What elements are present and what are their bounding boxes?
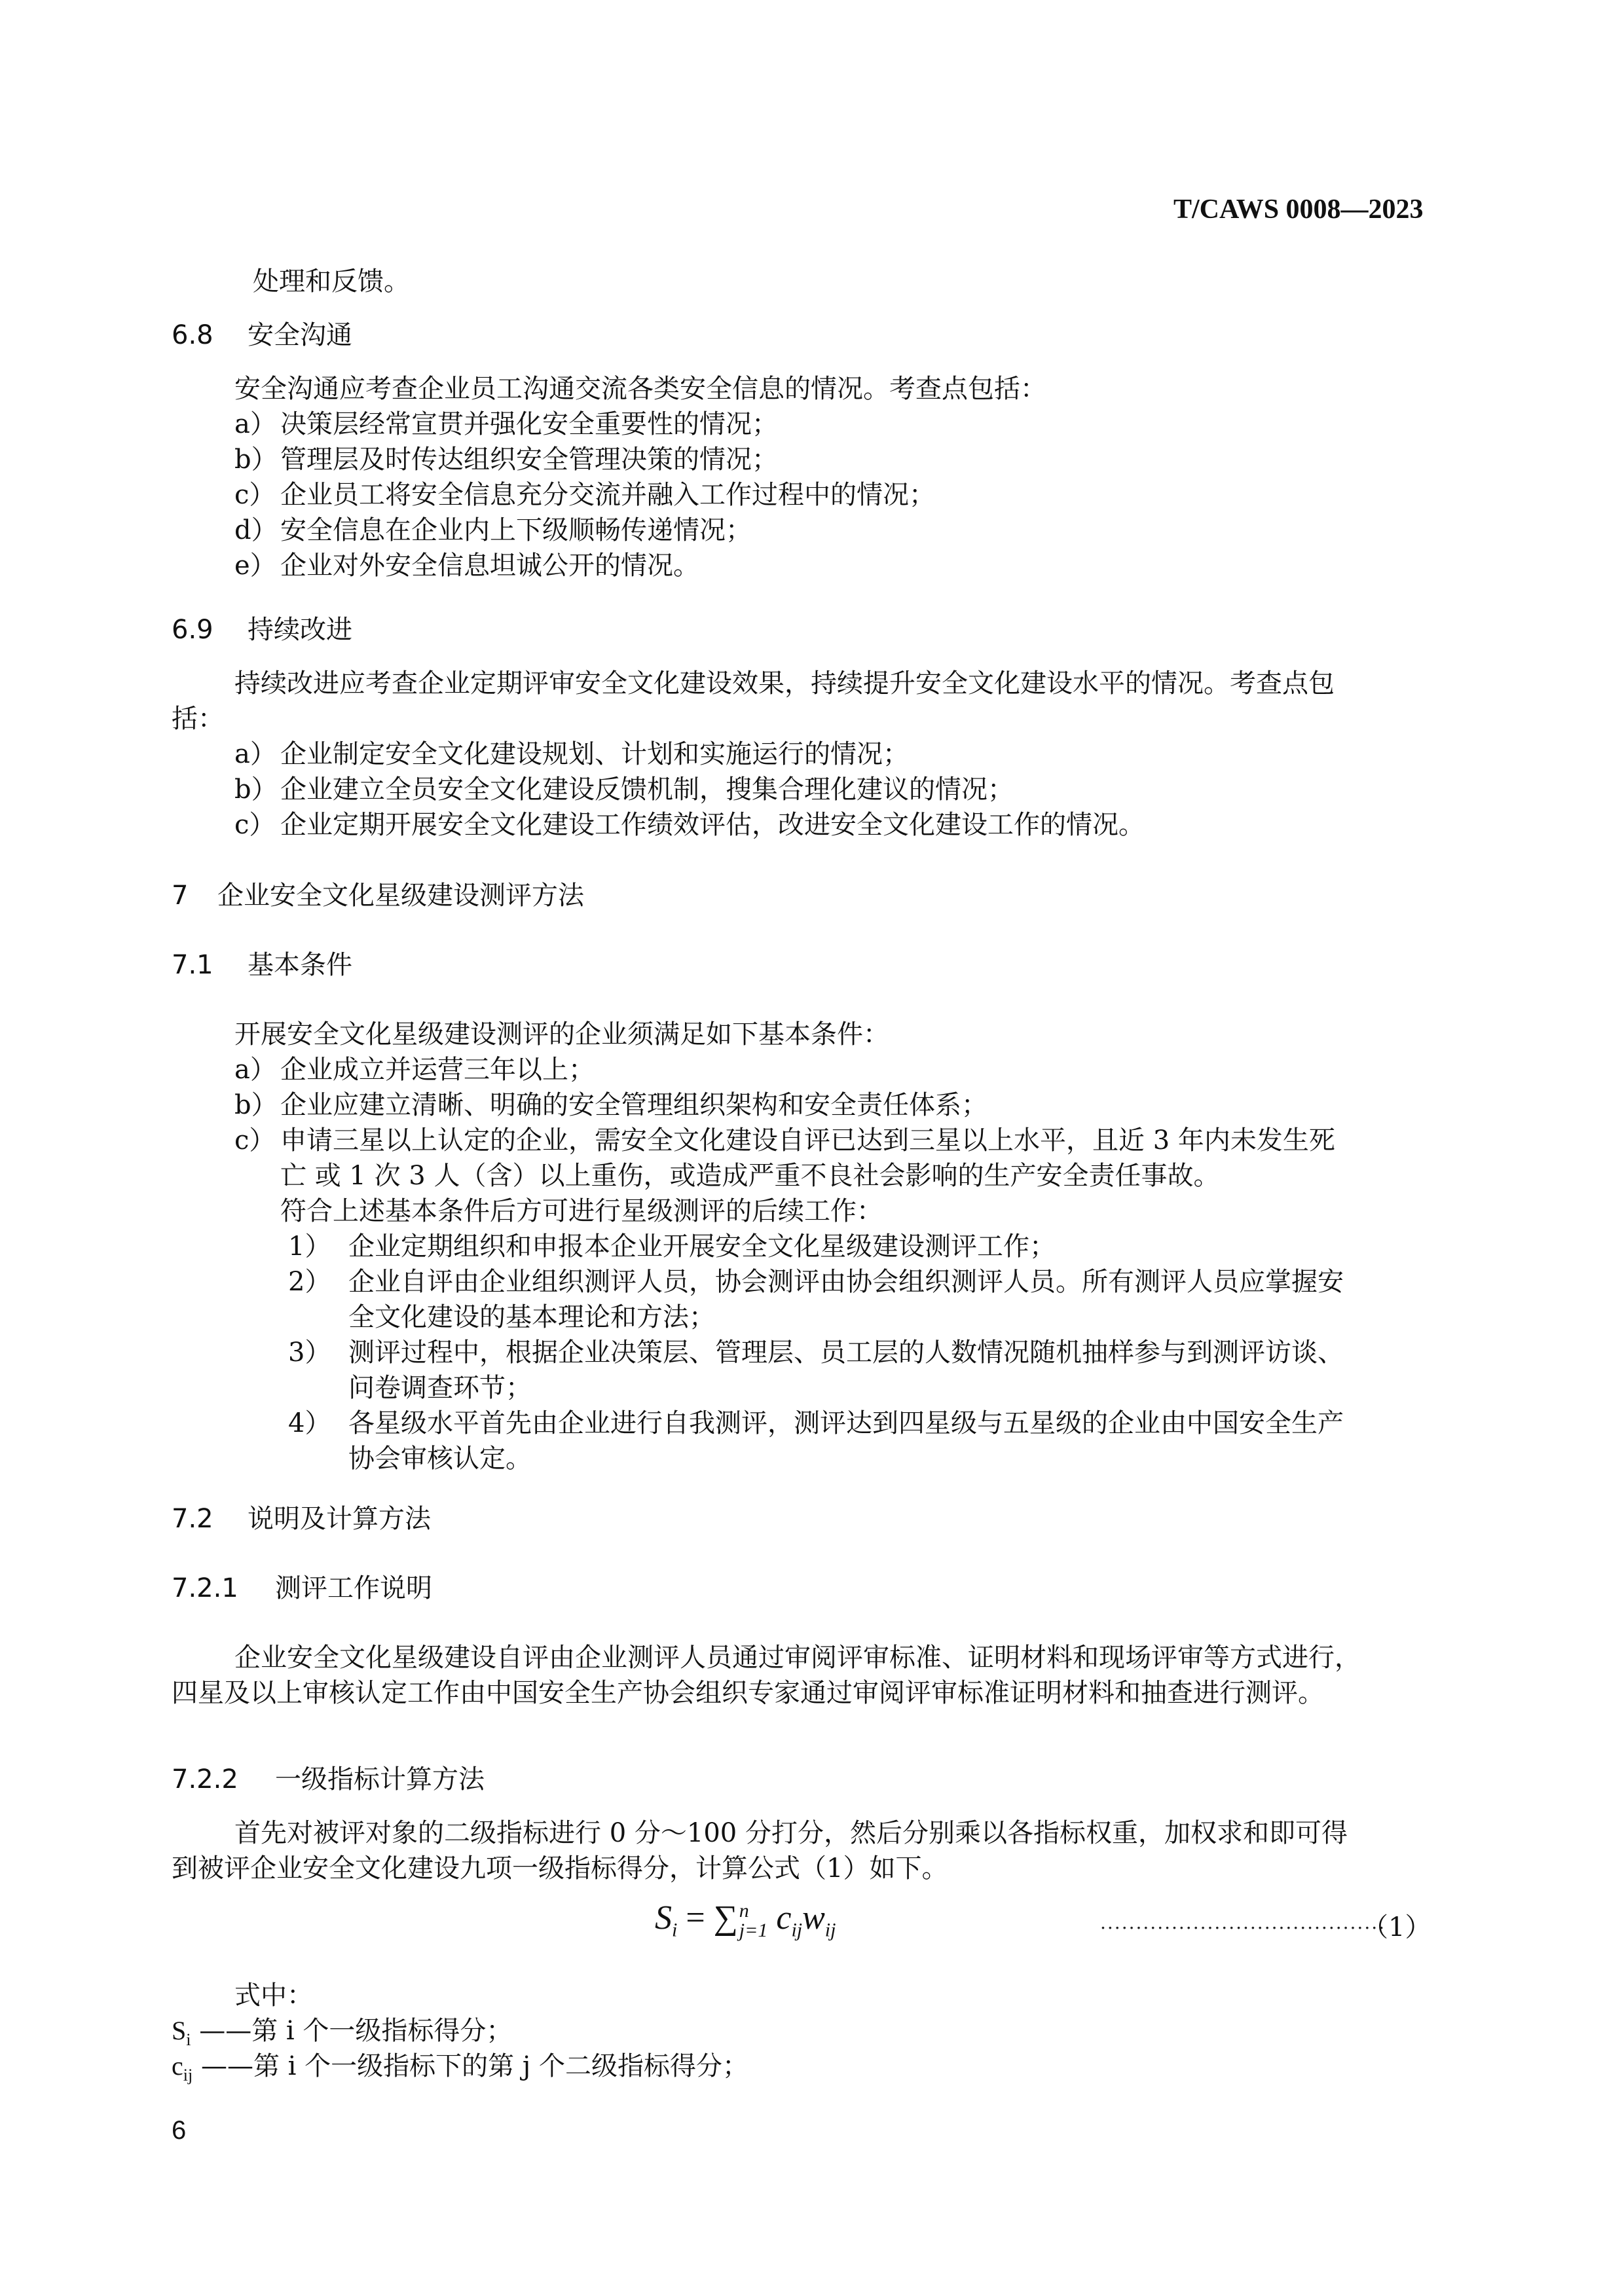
sub-list-item (288, 1332, 1344, 1369)
where-title: 式中： (234, 1980, 313, 2011)
section-title: 企业安全文化星级建设测评方法 (217, 881, 584, 911)
formula-c: c (776, 1899, 792, 1937)
list-text: 企业应建立清晰、明确的安全管理组织架构和安全责任体系； (280, 1090, 987, 1120)
list-text: 企业建立全员安全文化建设反馈机制，搜集合理化建议的情况； (280, 774, 1014, 805)
sub-list-item (288, 1402, 1344, 1440)
list-label: a） (234, 409, 276, 439)
list-item (234, 804, 1145, 841)
section-title: 安全沟通 (248, 320, 352, 350)
formula-1 (655, 1899, 836, 1941)
section-number: 7 (172, 881, 189, 911)
list-item (234, 403, 778, 441)
section-7-2-2-heading (172, 1758, 485, 1796)
list-text: 决策层经常宣贯并强化安全重要性的情况； (280, 409, 778, 439)
list-label: e） (234, 551, 276, 581)
list-text: 测评过程中，根据企业决策层、管理层、员工层的人数情况随机抽样参与到测评访谈、 (348, 1338, 1344, 1368)
list-text: 申请三星以上认定的企业，需安全文化建设自评已达到三星以上水平，且近 3 年内未发生死 (280, 1125, 1335, 1156)
list-text: 企业对外安全信息坦诚公开的情况。 (280, 551, 699, 581)
list-label: b） (234, 774, 278, 805)
paragraph-line: 到被评企业安全文化建设九项一级指标得分，计算公式（1）如下。 (172, 1853, 948, 1884)
section-6-8-heading (172, 314, 352, 352)
section-7-2-heading (172, 1498, 431, 1535)
section-7-2-1-heading (172, 1567, 432, 1605)
where-line-s (172, 2010, 512, 2050)
list-text: 企业员工将安全信息充分交流并融入工作过程中的情况； (280, 480, 935, 510)
section-number: 7.1 (172, 950, 213, 980)
list-label: d） (234, 515, 278, 545)
paragraph: 符合上述基本条件后方可进行星级测评的后续工作： (280, 1196, 883, 1226)
list-item (234, 1120, 1335, 1157)
document-id: T/CAWS 0008—2023 (1173, 194, 1424, 225)
list-item (234, 545, 699, 582)
section-7-1-heading (172, 944, 352, 981)
formula-w-subscript: ij (824, 1919, 836, 1941)
where-line-c (172, 2045, 748, 2085)
paragraph-line: 持续改进应考查企业定期评审安全文化建设效果，持续提升安全文化建设水平的情况。考查点包 (234, 668, 1335, 699)
formula-sum-sign: ∑ (713, 1899, 738, 1937)
paragraph: 安全沟通应考查企业员工沟通交流各类安全信息的情况。考查点包括： (234, 374, 1046, 404)
sub-list-item (288, 1226, 1056, 1263)
section-title: 说明及计算方法 (248, 1504, 431, 1534)
continuation-line: 处理和反馈。 (253, 266, 410, 297)
symbol-subscript: ij (183, 2066, 193, 2085)
formula-w: w (802, 1899, 825, 1937)
formula-c-subscript: ij (791, 1919, 803, 1941)
list-label: c） (234, 1125, 276, 1156)
list-item (234, 439, 778, 476)
list-text: 安全信息在企业内上下级顺畅传递情况； (280, 515, 752, 545)
symbol: S (172, 2016, 187, 2045)
list-label: a） (234, 1055, 276, 1085)
formula-lhs: S (655, 1899, 672, 1937)
formula-sum-lower: j=1 (739, 1920, 768, 1942)
list-label: 2） (288, 1267, 331, 1297)
list-label: a） (234, 739, 276, 769)
sub-list-continuation: 问卷调查环节； (348, 1373, 532, 1403)
paragraph-line: 企业安全文化星级建设自评由企业测评人员通过审阅评审标准、证明材料和现场评审等方式进行， (234, 1643, 1361, 1673)
page-number: 6 (172, 2116, 187, 2145)
list-text: 企业成立并运营三年以上； (280, 1055, 595, 1085)
section-number: 7.2.1 (172, 1573, 238, 1603)
list-label: 3） (288, 1338, 331, 1368)
list-item (234, 474, 935, 511)
section-title: 基本条件 (248, 950, 352, 980)
symbol-description: ——第 i 个一级指标下的第 j 个二级指标得分； (200, 2051, 748, 2081)
sub-list-continuation: 协会审核认定。 (348, 1444, 532, 1474)
list-text: 企业定期组织和申报本企业开展安全文化星级建设测评工作； (348, 1231, 1056, 1262)
paragraph: 开展安全文化星级建设测评的企业须满足如下基本条件： (234, 1019, 889, 1049)
list-label: 4） (288, 1408, 331, 1438)
section-6-9-heading (172, 609, 352, 646)
list-label: b） (234, 1090, 278, 1120)
sub-list-continuation: 全文化建设的基本理论和方法； (348, 1302, 715, 1332)
list-item (234, 1049, 595, 1086)
sub-list-item (288, 1261, 1344, 1298)
section-number: 7.2.2 (172, 1764, 238, 1795)
list-label: 1） (288, 1231, 331, 1262)
section-title: 持续改进 (248, 615, 352, 645)
list-text: 管理层及时传达组织安全管理决策的情况； (280, 445, 778, 475)
list-item (234, 769, 1014, 806)
list-label: b） (234, 445, 278, 475)
symbol: c (172, 2051, 183, 2081)
list-text: 企业自评由企业组织测评人员，协会测评由协会组织测评人员。所有测评人员应掌握安 (348, 1267, 1344, 1297)
list-text: 各星级水平首先由企业进行自我测评，测评达到四星级与五星级的企业由中国安全生产 (348, 1408, 1344, 1438)
list-text: 企业制定安全文化建设规划、计划和实施运行的情况； (280, 739, 909, 769)
list-label: c） (234, 480, 276, 510)
formula-sum-upper: n (739, 1900, 749, 1922)
paragraph-line: 四星及以上审核认定工作由中国安全生产协会组织专家通过审阅评审标准证明材料和抽查进行测评。 (172, 1678, 1324, 1708)
section-number: 6.8 (172, 320, 213, 350)
section-number: 6.9 (172, 615, 213, 645)
section-number: 7.2 (172, 1504, 213, 1534)
list-item (234, 509, 752, 547)
formula-equals: = (686, 1899, 705, 1937)
paragraph-line: 首先对被评对象的二级指标进行 0 分～100 分打分，然后分别乘以各指标权重，加权求和即可得 (234, 1818, 1348, 1848)
formula-lhs-subscript: i (672, 1919, 678, 1941)
list-text: 企业定期开展安全文化建设工作绩效评估，改进安全文化建设工作的情况。 (280, 810, 1145, 840)
list-item (234, 733, 909, 771)
symbol-description: ——第 i 个一级指标得分； (199, 2016, 513, 2046)
section-title: 一级指标计算方法 (275, 1764, 485, 1795)
list-item-continuation: 亡 或 1 次 3 人（含）以上重伤，或造成严重不良社会影响的生产安全责任事故。 (280, 1161, 1220, 1191)
list-item (234, 1084, 987, 1121)
list-label: c） (234, 810, 276, 840)
paragraph-line: 括： (172, 704, 224, 734)
formula-tag: （1） (1362, 1912, 1431, 1942)
section-title: 测评工作说明 (275, 1573, 432, 1603)
symbol-subscript: i (186, 2030, 191, 2049)
section-7-heading (172, 875, 584, 912)
formula-leader-dots: ........................................ (1100, 1912, 1386, 1933)
